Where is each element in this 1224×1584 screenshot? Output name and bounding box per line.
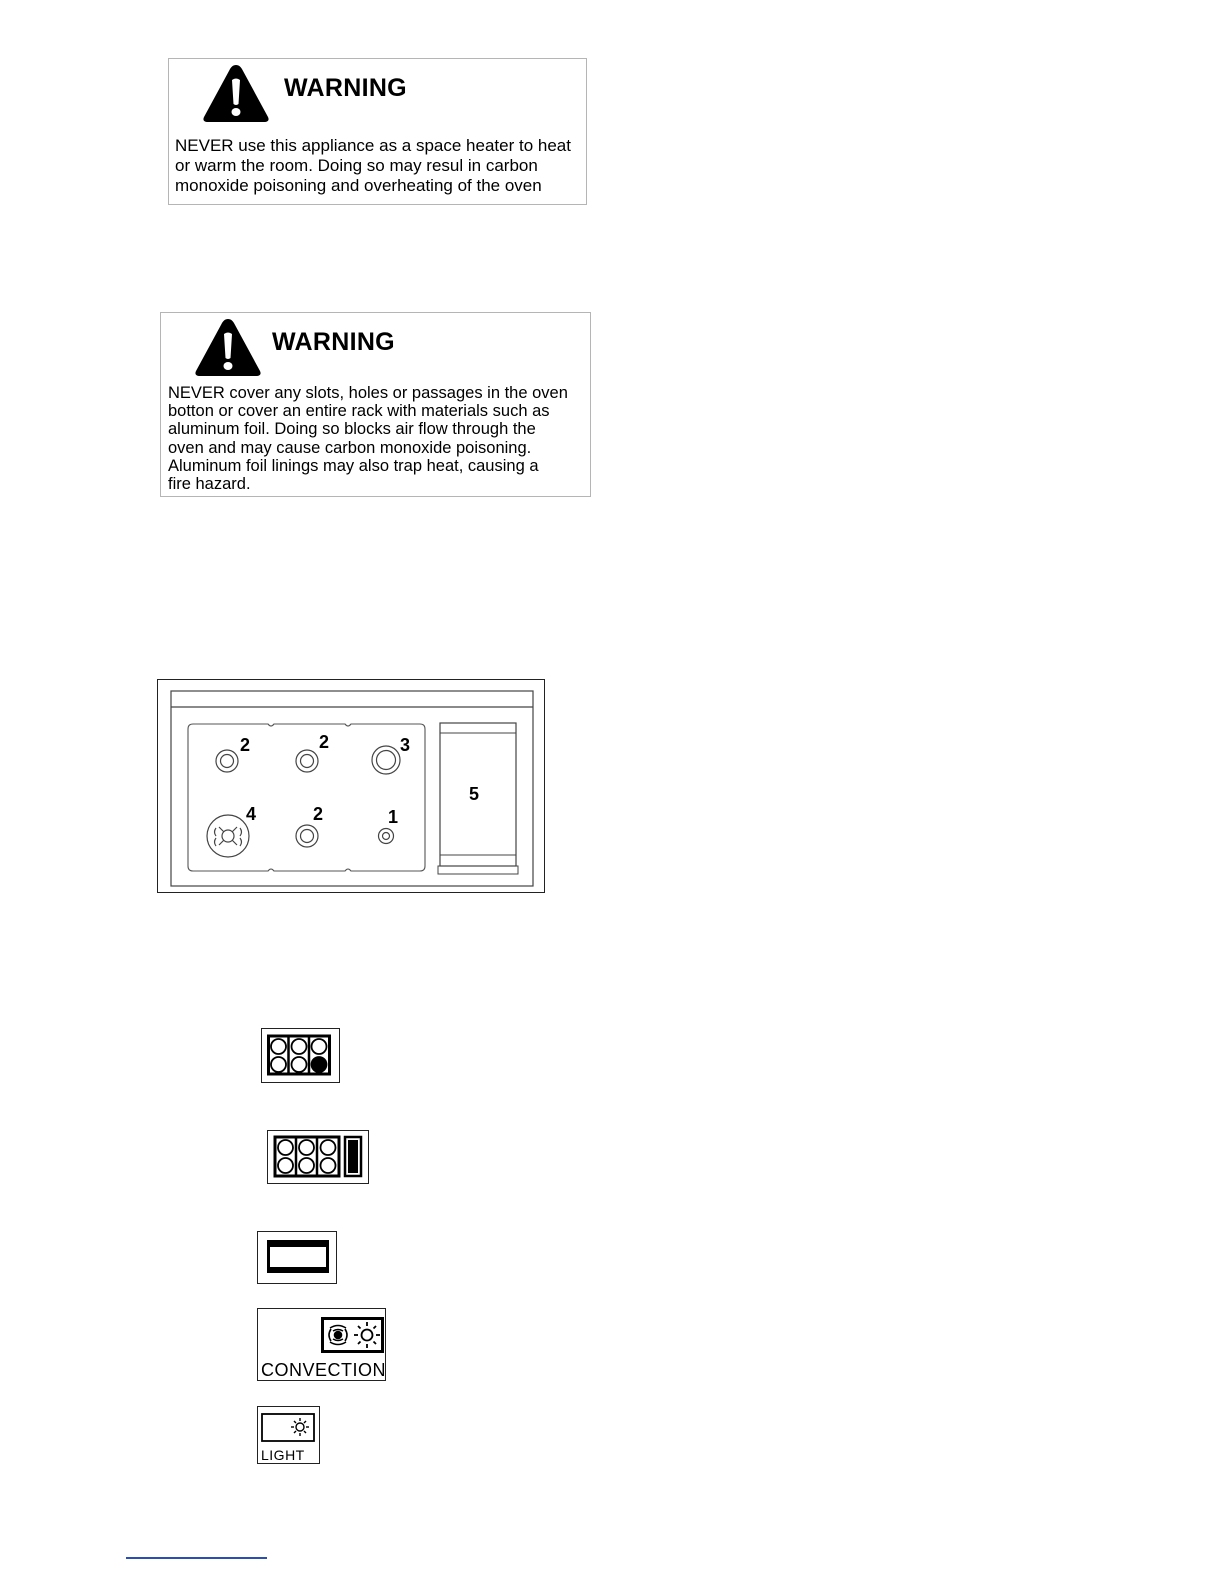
callout-label: 3 [400,735,411,755]
burner-icon [207,815,249,857]
light-icon [257,1406,320,1464]
warning-text: NEVER cover any slots, holes or passages in the oven botton or cover an entire rack with materials such as aluminum foil. Doing so blocks air flow through the oven and may cause carbon monoxide poisoning. Aluminum foil linings may also trap heat, causing a fire hazard. [168,384,568,494]
callout-label: 1 [388,807,399,827]
warning-box-foil [160,312,591,497]
convection-label: CONVECTION [261,1360,387,1380]
burner-icon [296,750,318,772]
burner-icon [216,750,238,772]
burner-icon [379,829,394,844]
callout-label: 2 [313,804,324,824]
callout-label: 2 [240,735,251,755]
warning-title: WARNING [284,74,407,102]
oven-bar-icon [257,1231,337,1284]
burner-grid-icon [261,1028,340,1083]
footnote-divider [126,1557,267,1559]
burners-griddle-icon [267,1130,369,1184]
burner-icon [296,825,318,847]
sun-icon [291,1418,309,1436]
warning-box-space-heater [168,58,587,205]
warning-title: WARNING [272,328,395,356]
callout-label: 2 [319,732,330,752]
callout-label: 5 [469,784,480,804]
warning-triangle-icon [201,62,271,124]
cooktop-layout-diagram [157,679,545,893]
callout-label: 4 [246,804,257,824]
cooktop-drawing [158,680,543,891]
warning-triangle-icon [193,316,263,378]
light-label: LIGHT [261,1447,305,1463]
convection-fan-light-icon [257,1308,386,1381]
burner-icon [372,746,400,774]
warning-text: NEVER use this appliance as a space heater to heat or warm the room. Doing so may resul in carbon monoxide poisoning and overheating of the oven [175,136,571,195]
